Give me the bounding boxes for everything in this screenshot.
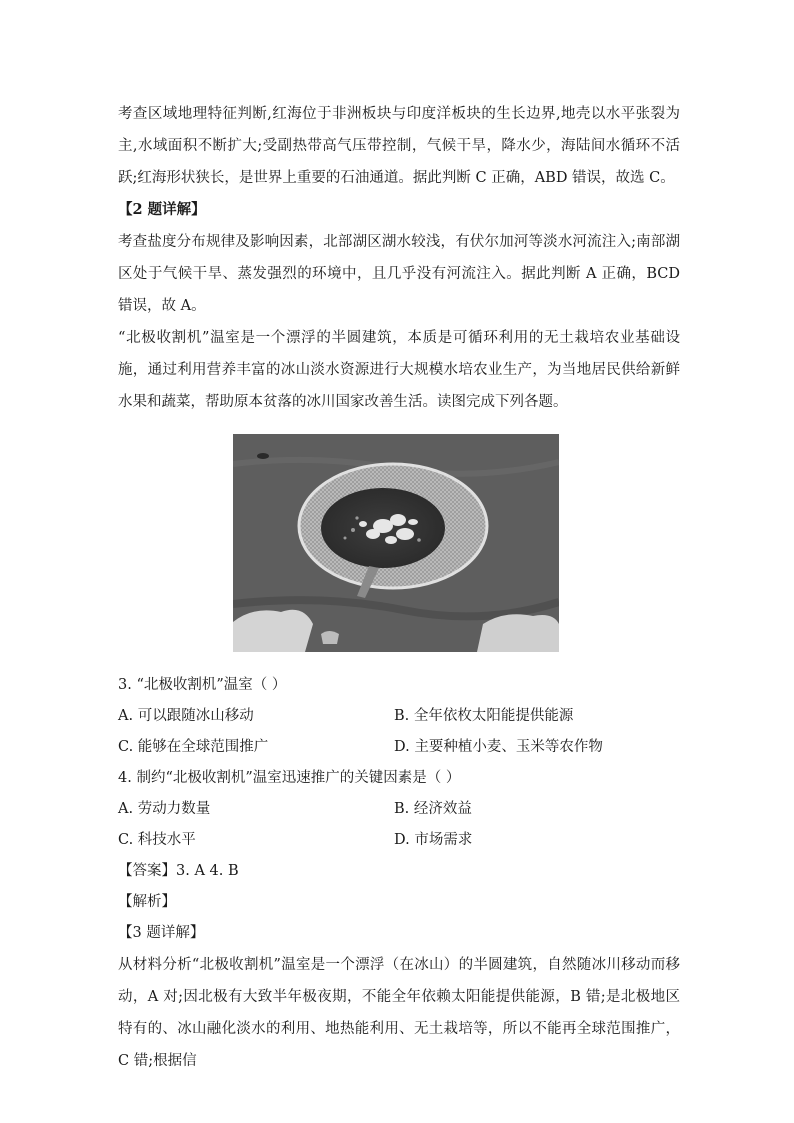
heading-q3-detail: 【3 题详解】: [118, 925, 205, 941]
greenhouse-illustration: [233, 434, 559, 652]
q3-option-c[interactable]: C. 能够在全球范围推广: [118, 739, 269, 755]
q3-option-b[interactable]: B. 全年依枚太阳能提供能源: [394, 708, 574, 724]
question-3-stem: 3. “北极收割机”温室（ ）: [118, 677, 287, 693]
analysis-heading: 【解析】: [118, 894, 176, 910]
q3-option-d[interactable]: D. 主要种植小麦、玉米等农作物: [394, 739, 603, 755]
question-4-stem: 4. 制约“北极收割机”温室迅速推广的关键因素是（ ）: [118, 770, 461, 786]
paragraph-red-sea: 考查区域地理特征判断,红海位于非洲板块与印度洋板块的生长边界,地壳以水平张裂为主,水域面积不断扩大;受副热带高气压带控制，气候干旱，降水少，海陆间水循环不活跃;红海形状狭长，是世界上重要的石油通道。据此判断 C 正确，ABD 错误，故选 C。: [118, 106, 680, 186]
answer-line: 【答案】3. A 4. B: [118, 863, 239, 879]
question-3-options-row-2: [118, 732, 680, 763]
paragraph-greenhouse-intro: “北极收割机”温室是一个漂浮的半圆建筑，本质是可循环利用的无土栽培农业基础设施，通过利用营养丰富的冰山淡水资源进行大规模水培农业生产，为当地居民供给新鲜水果和蔬菜，帮助原本贫落的冰川国家改善生活。读图完成下列各题。: [118, 330, 680, 410]
document-page: [118, 98, 680, 1077]
q4-option-d[interactable]: D. 市场需求: [394, 832, 473, 848]
q4-option-c[interactable]: C. 科技水平: [118, 832, 196, 848]
heading-q2-detail: 【2 题详解】: [118, 201, 206, 218]
question-4-options-row-1: [118, 794, 680, 825]
q3-option-a[interactable]: A. 可以跟随冰山移动: [118, 708, 254, 724]
paragraph-q3-explanation: 从材料分析“北极收割机”温室是一个漂浮（在冰山）的半圆建筑，自然随冰川移动而移动，A 对;因北极有大致半年极夜期，不能全年依赖太阳能提供能源，B 错;是北极地区特有的、冰山融化淡水的利用、地热能利用、无土栽培等，所以不能再全球范围推广，C 错;根据信: [118, 957, 680, 1069]
q4-option-a[interactable]: A. 劳动力数量: [118, 801, 211, 817]
greenhouse-photo: [233, 434, 559, 652]
paragraph-salinity: 考查盐度分布规律及影响因素，北部湖区湖水较浅，有伏尔加河等淡水河流注入;南部湖区处于气候干旱、蒸发强烈的环境中，且几乎没有河流注入。据此判断 A 正确，BCD 错误，故 A。: [118, 234, 680, 314]
question-3-options-row-1: [118, 701, 680, 732]
q4-option-b[interactable]: B. 经济效益: [394, 801, 472, 817]
question-4-options-row-2: [118, 825, 680, 856]
